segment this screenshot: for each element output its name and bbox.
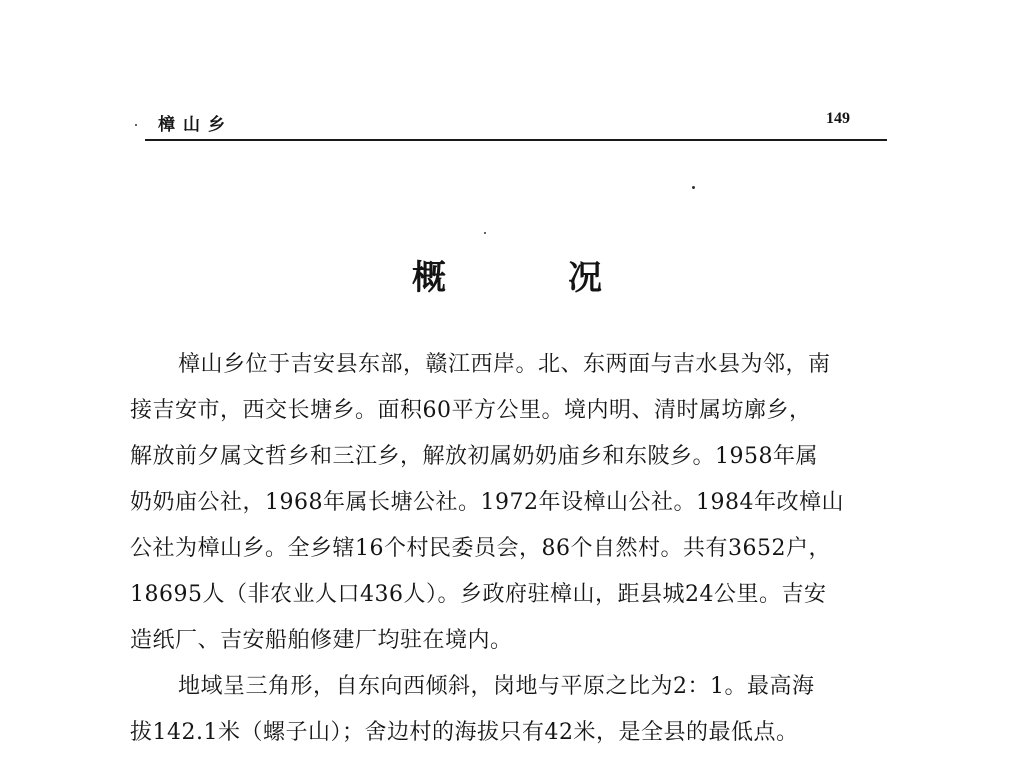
paragraph-1-line: 造纸厂、吉安船舶修建厂均驻在境内。 — [130, 628, 513, 653]
paragraph-1-line: 樟山乡位于吉安县东部，赣江西岸。北、东两面与吉水县为邻，南 — [178, 352, 831, 377]
scan-speck — [484, 232, 486, 234]
paragraph-1-line: 公社为樟山乡。全乡辖16个村民委员会，86个自然村。共有3652户， — [130, 536, 831, 561]
paragraph-1-line: 接吉安市，西交长塘乡。面积60平方公里。境内明、清时属坊廓乡， — [130, 398, 812, 423]
chapter-title-part2: 况 — [568, 258, 602, 298]
chapter-title-part1: 概 — [412, 258, 446, 298]
running-head: 樟山乡 — [158, 115, 233, 135]
page-number: 149 — [826, 110, 850, 127]
body-text — [130, 345, 900, 759]
paragraph-2-line: 地域呈三角形，自东向西倾斜，岗地与平原之比为2：1。最高海 — [178, 674, 815, 699]
scan-speck — [135, 124, 137, 126]
paragraph-1-line: 奶奶庙公社，1968年属长塘公社。1972年设樟山公社。1984年改樟山 — [130, 490, 844, 515]
header-rule — [145, 139, 887, 141]
paragraph-2-line: 拔142.1米（螺子山）；舍边村的海拔只有42米，是全县的最低点。 — [130, 720, 799, 745]
paragraph-1-line: 18695人（非农业人口436人）。乡政府驻樟山，距县城24公里。吉安 — [130, 582, 827, 607]
scan-speck — [692, 186, 695, 189]
paragraph-1-line: 解放前夕属文哲乡和三江乡，解放初属奶奶庙乡和东陂乡。1958年属 — [130, 444, 818, 469]
